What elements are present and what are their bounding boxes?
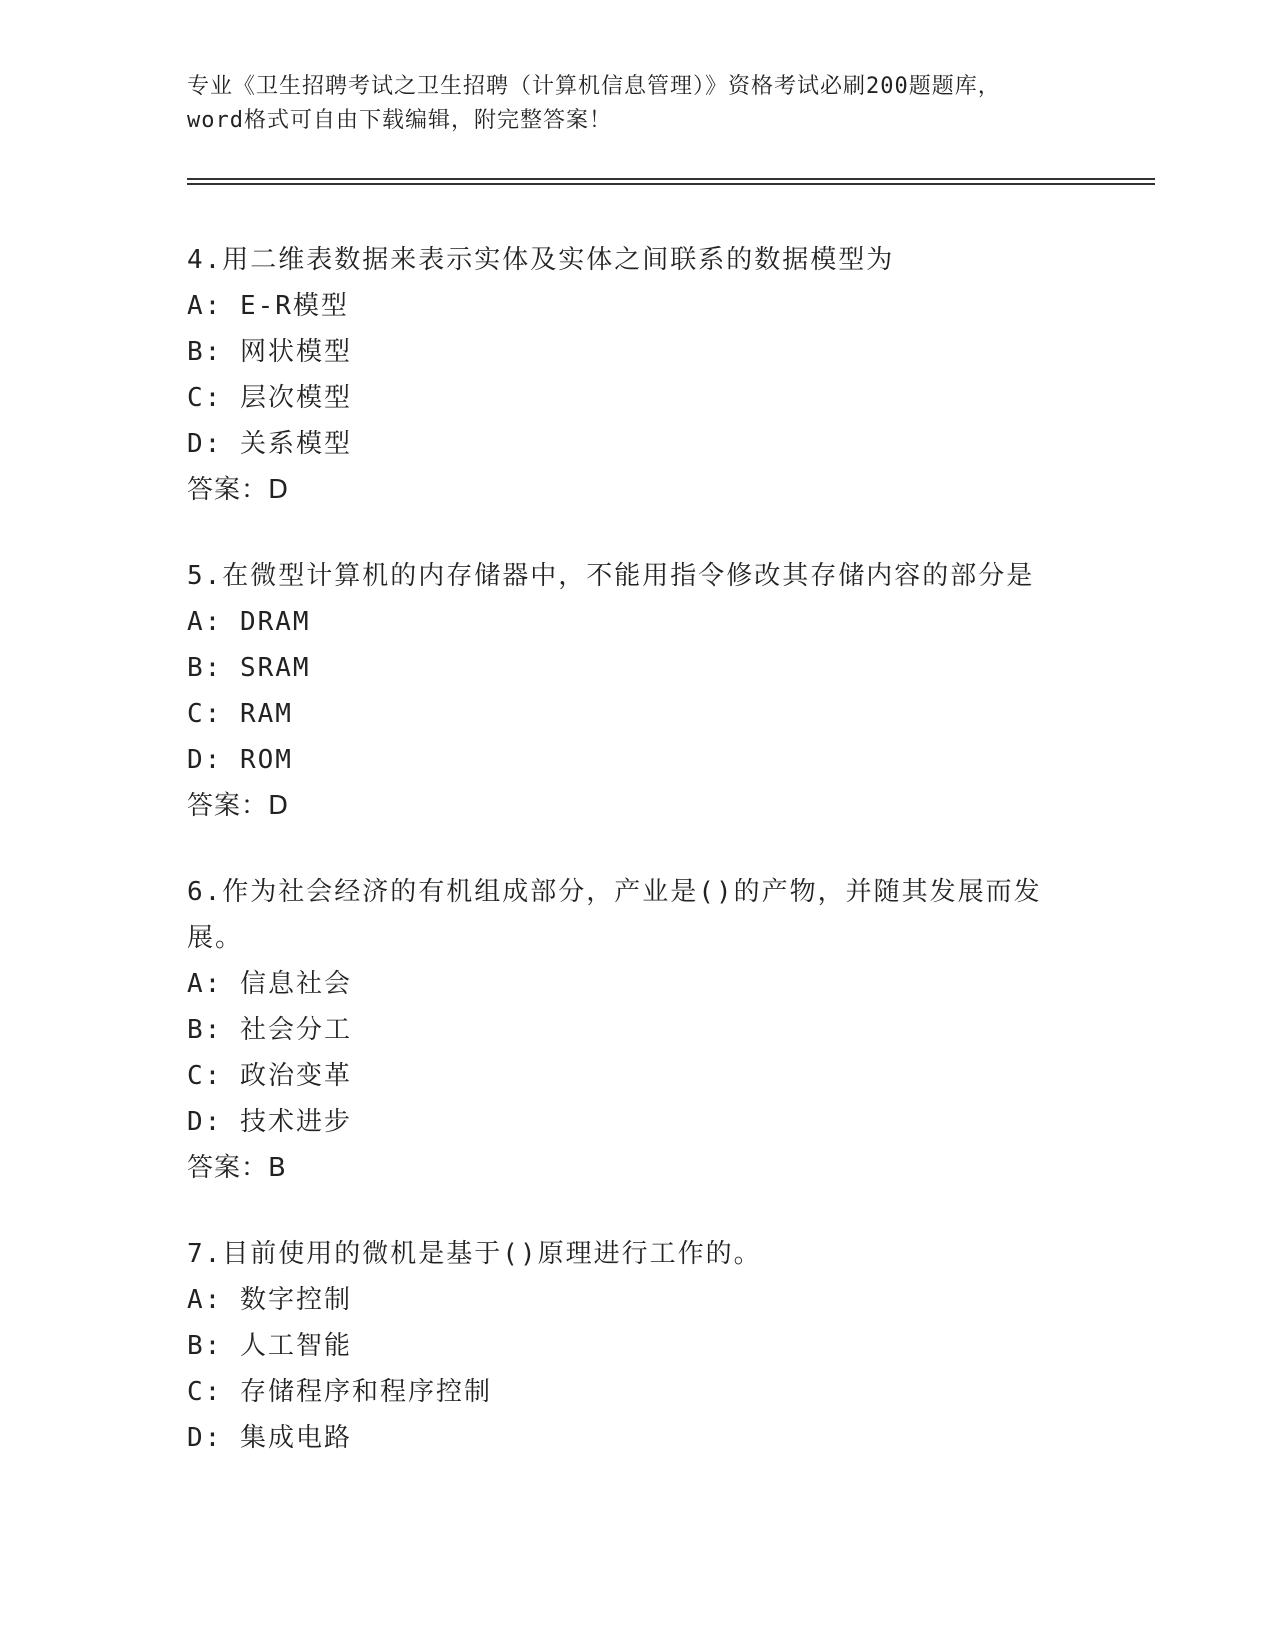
option-c: C: 政治变革 bbox=[187, 1061, 352, 1091]
document-header bbox=[187, 70, 1087, 138]
option-b: B: 网状模型 bbox=[187, 337, 352, 367]
answer: 答案：D bbox=[187, 791, 290, 821]
header-line-2: word格式可自由下载编辑，附完整答案！ bbox=[187, 108, 612, 133]
header-line-1: 专业《卫生招聘考试之卫生招聘（计算机信息管理）》资格考试必刷200题题库， bbox=[187, 74, 1001, 99]
answer: 答案：D bbox=[187, 475, 290, 505]
option-d: D: 集成电路 bbox=[187, 1423, 352, 1453]
question-5 bbox=[187, 553, 1087, 829]
option-b: B: 人工智能 bbox=[187, 1331, 352, 1361]
option-d: D: ROM bbox=[187, 745, 293, 775]
question-7 bbox=[187, 1231, 1087, 1461]
option-d: D: 关系模型 bbox=[187, 429, 352, 459]
question-text: 7.目前使用的微机是基于()原理进行工作的。 bbox=[187, 1239, 762, 1269]
option-a: A: 数字控制 bbox=[187, 1285, 352, 1315]
question-6 bbox=[187, 869, 1087, 1191]
question-text: 5.在微型计算机的内存储器中，不能用指令修改其存储内容的部分是 bbox=[187, 561, 1035, 591]
option-d: D: 技术进步 bbox=[187, 1107, 352, 1137]
question-list bbox=[187, 237, 1087, 1501]
option-a: A: E-R模型 bbox=[187, 291, 349, 321]
answer: 答案：B bbox=[187, 1153, 287, 1183]
option-a: A: 信息社会 bbox=[187, 969, 352, 999]
option-c: C: 存储程序和程序控制 bbox=[187, 1377, 492, 1407]
option-a: A: DRAM bbox=[187, 607, 311, 637]
header-divider-bottom bbox=[187, 183, 1155, 185]
header-divider-top bbox=[187, 178, 1155, 180]
question-text: 6.作为社会经济的有机组成部分，产业是()的产物，并随其发展而发展。 bbox=[187, 877, 1042, 953]
question-text: 4.用二维表数据来表示实体及实体之间联系的数据模型为 bbox=[187, 245, 895, 275]
question-4 bbox=[187, 237, 1087, 513]
option-b: B: 社会分工 bbox=[187, 1015, 352, 1045]
option-c: C: RAM bbox=[187, 699, 293, 729]
option-c: C: 层次模型 bbox=[187, 383, 352, 413]
option-b: B: SRAM bbox=[187, 653, 311, 683]
